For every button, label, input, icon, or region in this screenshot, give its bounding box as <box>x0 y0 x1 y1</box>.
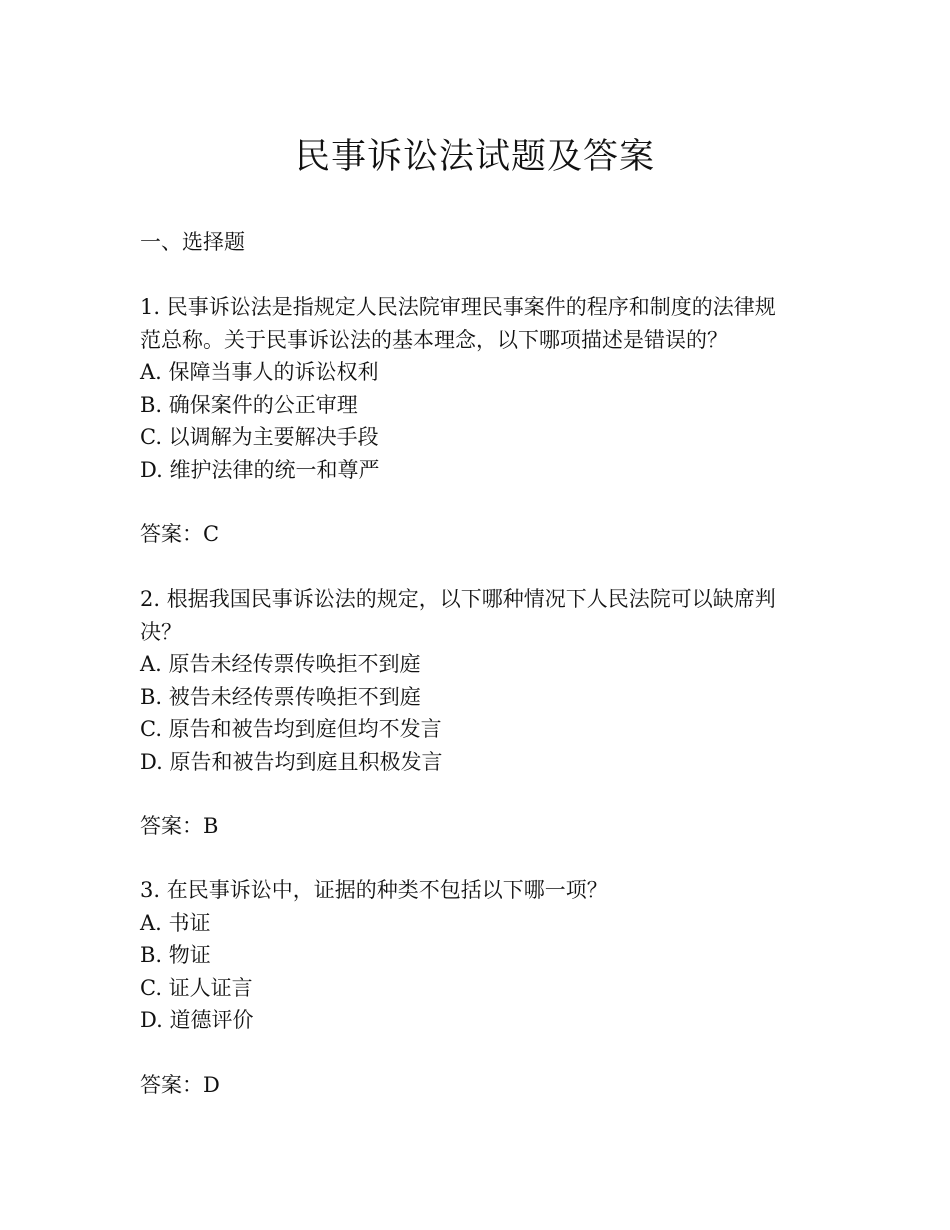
question-1 <box>140 291 820 486</box>
question-2-stem-line-1: 2. 根据我国民事诉讼法的规定，以下哪种情况下人民法院可以缺席判 <box>140 587 776 611</box>
question-3-option-a: A. 书证 <box>140 910 211 935</box>
question-3-answer: 答案：D <box>140 1073 220 1097</box>
question-2-option-d: D. 原告和被告均到庭且积极发言 <box>140 749 443 774</box>
question-1-stem-line-2: 范总称。关于民事诉讼法的基本理念，以下哪项描述是错误的？ <box>140 327 728 352</box>
question-2-stem-line-2: 决？ <box>140 619 182 644</box>
question-3-option-b: B. 物证 <box>140 943 211 967</box>
question-1-option-d: D. 维护法律的统一和尊严 <box>140 457 380 482</box>
question-3-option-d: D. 道德评价 <box>140 1008 254 1032</box>
question-2-option-b: B. 被告未经传票传唤拒不到庭 <box>140 684 421 709</box>
question-3 <box>140 874 820 1037</box>
question-2 <box>140 583 820 778</box>
question-1-option-c: C. 以调解为主要解决手段 <box>140 425 379 449</box>
question-1-option-b: B. 确保案件的公正审理 <box>140 392 358 417</box>
document-title: 民事诉讼法试题及答案 <box>294 137 655 177</box>
section-heading: 一、选择题 <box>140 230 245 254</box>
question-2-option-c: C. 原告和被告均到庭但均不发言 <box>140 717 442 741</box>
question-2-answer: 答案：B <box>140 814 219 838</box>
question-3-option-c: C. 证人证言 <box>140 975 253 1000</box>
question-1-option-a: A. 保障当事人的诉讼权利 <box>140 360 379 384</box>
question-2-option-a: A. 原告未经传票传唤拒不到庭 <box>140 652 421 676</box>
question-3-stem-line-1: 3. 在民事诉讼中，证据的种类不包括以下哪一项？ <box>140 878 608 902</box>
question-1-answer: 答案：C <box>140 522 220 546</box>
question-1-stem-line-1: 1. 民事诉讼法是指规定人民法院审理民事案件的程序和制度的法律规 <box>140 295 776 319</box>
